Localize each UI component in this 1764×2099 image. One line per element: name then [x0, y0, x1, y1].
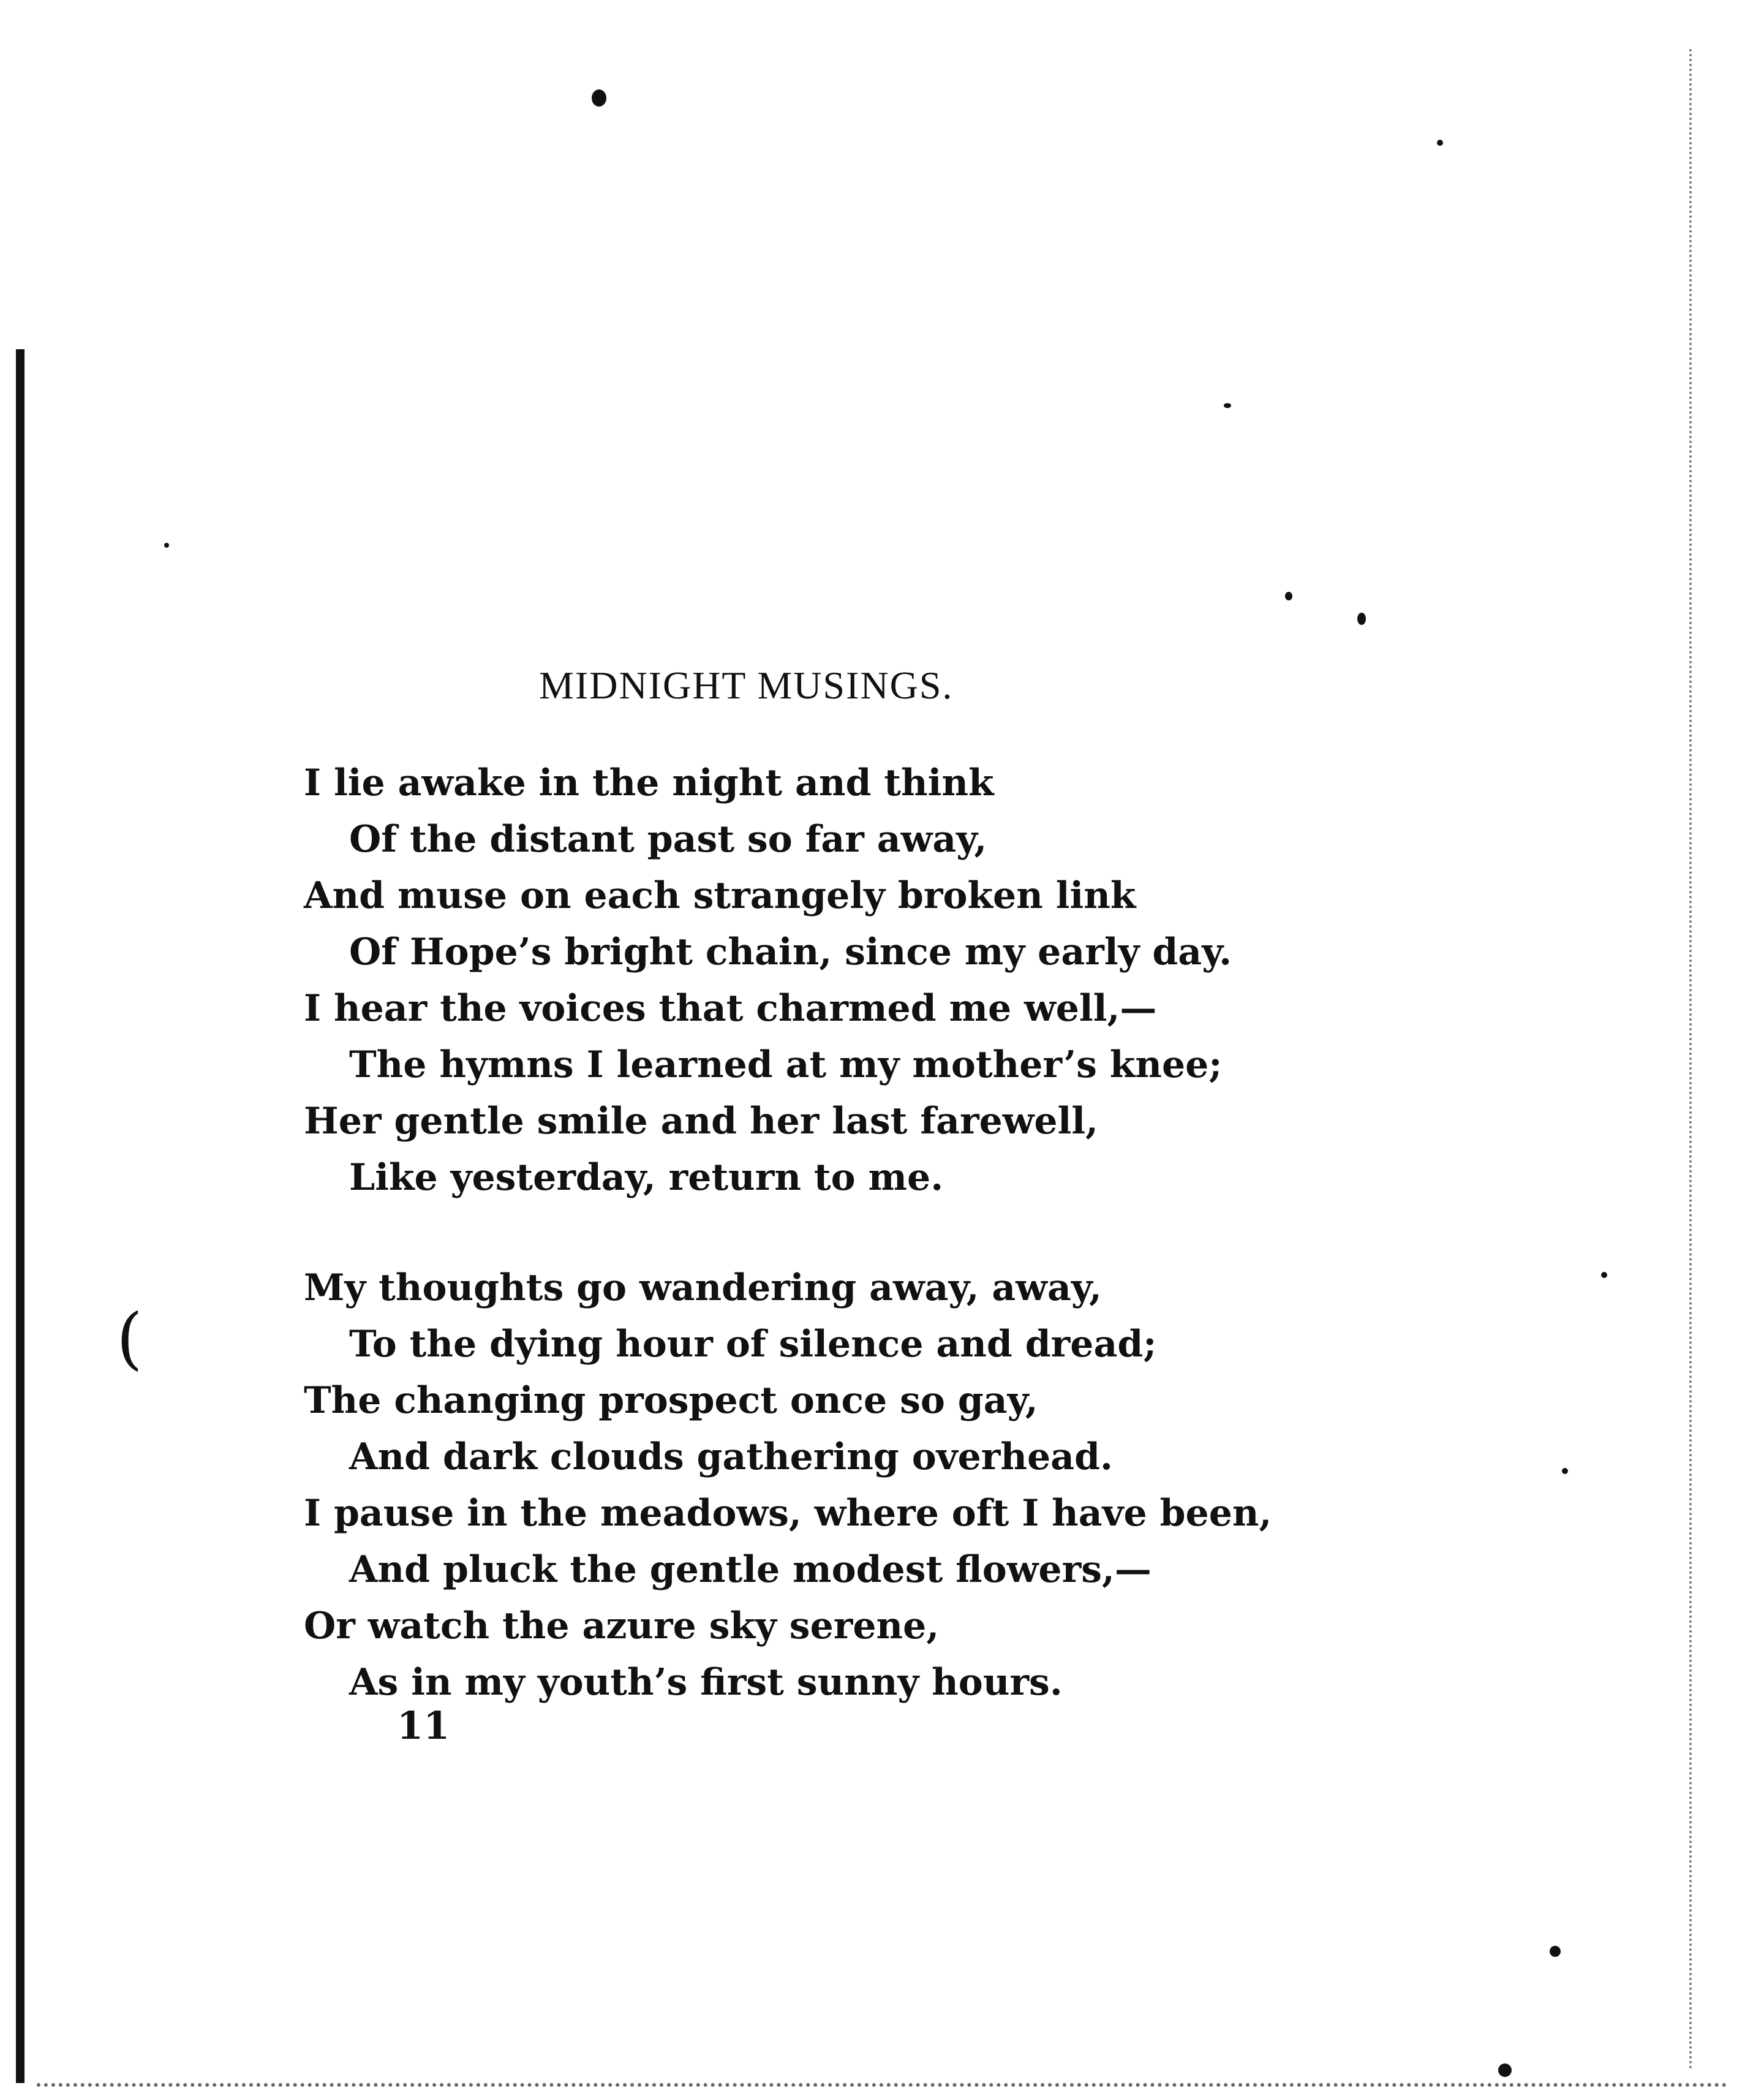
poem-line: As in my youth’s first sunny hours. — [349, 1661, 1063, 1704]
poem-line: To the dying hour of silence and dread; — [349, 1323, 1157, 1366]
poem-line: Or watch the azure sky serene, — [304, 1605, 940, 1647]
page-edge-right — [1687, 49, 1692, 2071]
ink-speck — [1550, 1946, 1561, 1957]
ink-speck — [1285, 592, 1292, 600]
poem-line: Of the distant past so far away, — [349, 818, 987, 861]
poem-line: I hear the voices that charmed me well,— — [304, 987, 1157, 1030]
page-number: 11 — [397, 1703, 450, 1748]
ink-speck — [1601, 1272, 1607, 1278]
poem-line: The hymns I learned at my mother’s knee; — [349, 1043, 1223, 1086]
ink-speck — [1562, 1468, 1568, 1474]
poem-line: I pause in the meadows, where oft I have been, — [304, 1492, 1272, 1535]
ink-speck — [1224, 403, 1231, 408]
ink-speck — [1498, 2063, 1512, 2077]
ink-speck — [164, 543, 169, 548]
poem-line: Of Hope’s bright chain, since my early day. — [349, 931, 1232, 974]
poem-title: MIDNIGHT MUSINGS. — [539, 664, 954, 707]
poem-line: And pluck the gentle modest flowers,— — [349, 1548, 1152, 1591]
poem-line: And dark clouds gathering overhead. — [349, 1435, 1113, 1478]
poem-line: I lie awake in the night and think — [304, 762, 994, 804]
stanza — [304, 755, 1232, 1206]
stanza — [304, 1260, 1272, 1711]
page-edge-bottom — [37, 2071, 1727, 2087]
ink-speck — [1437, 140, 1443, 146]
ink-speck — [592, 89, 606, 107]
binding-spine-shadow — [16, 349, 24, 2083]
ink-speck — [1357, 613, 1366, 625]
poem-line: The changing prospect once so gay, — [304, 1379, 1038, 1422]
margin-bracket-mark: ( — [116, 1299, 143, 1377]
poem-line: And muse on each strangely broken link — [304, 874, 1136, 917]
poem-line: Like yesterday, return to me. — [349, 1156, 944, 1199]
poem-line: Her gentle smile and her last farewell, — [304, 1100, 1099, 1143]
poem-line: My thoughts go wandering away, away, — [304, 1266, 1102, 1309]
